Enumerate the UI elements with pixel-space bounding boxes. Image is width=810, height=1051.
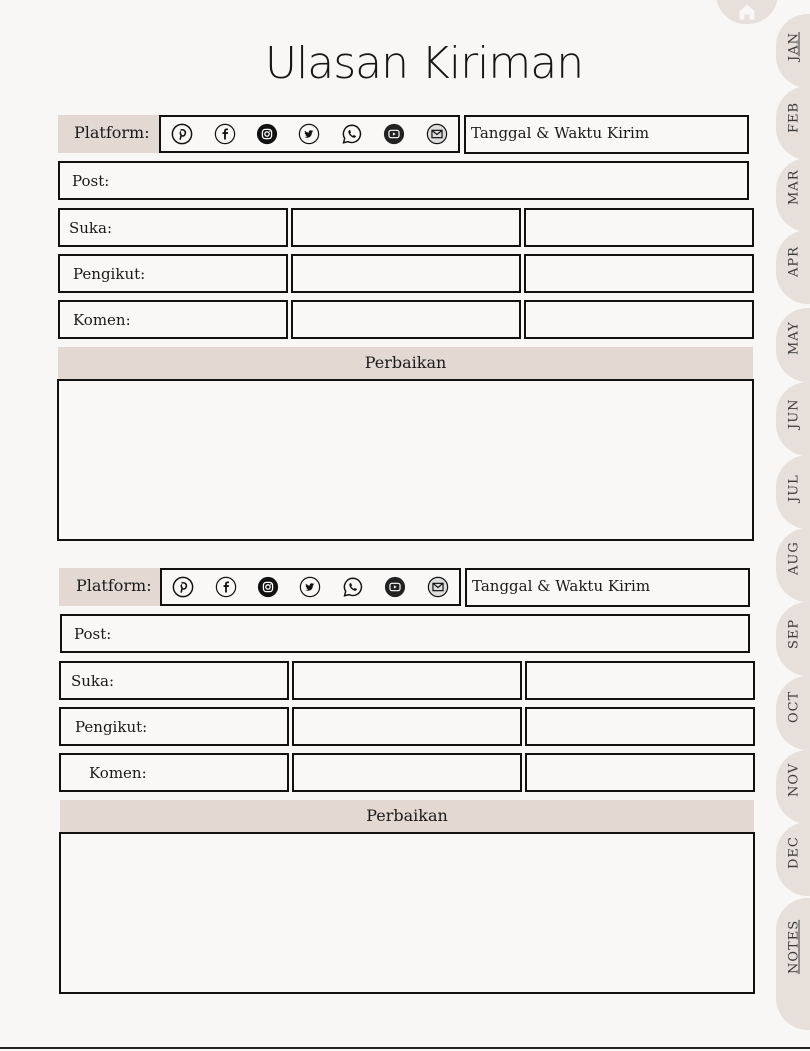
post-label: Post:	[74, 624, 112, 643]
page-bottom-rule	[0, 1047, 810, 1049]
page-title: Ulasan Kiriman	[264, 38, 584, 89]
tab-label: MAY	[786, 321, 802, 355]
komen-cell-2[interactable]	[292, 753, 522, 792]
email-icon[interactable]	[427, 576, 449, 598]
platform-label: Platform:	[76, 576, 152, 595]
pengikut-label: Pengikut:	[73, 264, 146, 283]
twitter-icon[interactable]	[298, 123, 320, 145]
komen-label: Komen:	[73, 310, 131, 329]
komen-cell-3[interactable]	[525, 753, 755, 792]
suka-cell-2[interactable]	[292, 661, 522, 700]
instagram-icon[interactable]	[256, 123, 278, 145]
perbaikan-area[interactable]	[57, 379, 754, 541]
pengikut-cell-3[interactable]	[525, 707, 755, 746]
month-tabs	[776, 0, 810, 1051]
pinterest-icon[interactable]	[172, 576, 194, 598]
tab-sep[interactable]	[776, 602, 810, 676]
suka-cell-3[interactable]	[524, 208, 754, 247]
tab-notes[interactable]	[776, 898, 810, 1030]
tab-dec[interactable]	[776, 822, 810, 896]
tab-label: FEB	[786, 101, 802, 133]
pengikut-cell-3[interactable]	[524, 254, 754, 293]
tab-label: SEP	[786, 618, 802, 649]
perbaikan-header: Perbaikan	[58, 347, 753, 379]
tab-label: JUL	[786, 474, 802, 502]
tab-jul[interactable]	[776, 455, 810, 529]
tab-apr[interactable]	[776, 230, 810, 304]
youtube-icon[interactable]	[384, 576, 406, 598]
komen-label: Komen:	[89, 763, 147, 782]
post-field[interactable]	[60, 614, 750, 653]
platform-icons	[159, 115, 460, 153]
pengikut-label: Pengikut:	[75, 717, 148, 736]
suka-field[interactable]	[58, 208, 288, 247]
youtube-icon[interactable]	[383, 123, 405, 145]
suka-label: Suka:	[69, 218, 113, 237]
datetime-label: Tanggal & Waktu Kirim	[472, 577, 651, 595]
platform-label-bg	[58, 115, 160, 153]
platform-label: Platform:	[74, 123, 150, 142]
tab-label: MAR	[786, 169, 802, 205]
tab-label: DEC	[786, 836, 802, 869]
perbaikan-area[interactable]	[59, 832, 755, 994]
datetime-label: Tanggal & Waktu Kirim	[471, 124, 650, 142]
tab-label: OCT	[786, 690, 802, 723]
post-field[interactable]	[58, 161, 749, 200]
pengikut-field[interactable]	[58, 254, 288, 293]
whatsapp-icon[interactable]	[341, 123, 363, 145]
home-button[interactable]	[716, 0, 778, 24]
datetime-field[interactable]	[465, 568, 750, 607]
tab-jan[interactable]	[776, 14, 810, 88]
instagram-icon[interactable]	[257, 576, 279, 598]
platform-label-bg	[59, 568, 161, 606]
email-icon[interactable]	[426, 123, 448, 145]
tab-may[interactable]	[776, 308, 810, 382]
facebook-icon[interactable]	[214, 123, 236, 145]
tab-nov[interactable]	[776, 750, 810, 824]
tab-label: JAN	[786, 32, 802, 61]
tab-label: NOTES	[786, 919, 802, 974]
suka-cell-2[interactable]	[291, 208, 521, 247]
platform-icons	[160, 568, 461, 606]
tab-feb[interactable]	[776, 86, 810, 160]
pengikut-cell-2[interactable]	[292, 707, 522, 746]
post-label: Post:	[72, 171, 110, 190]
tab-label: AUG	[786, 541, 802, 575]
pengikut-cell-2[interactable]	[291, 254, 521, 293]
tab-jun[interactable]	[776, 382, 810, 456]
suka-cell-3[interactable]	[525, 661, 755, 700]
tab-aug[interactable]	[776, 528, 810, 602]
perbaikan-header: Perbaikan	[60, 800, 754, 832]
home-icon	[736, 2, 758, 22]
komen-field[interactable]	[59, 753, 289, 792]
suka-field[interactable]	[59, 661, 289, 700]
tab-mar[interactable]	[776, 158, 810, 232]
tab-label: NOV	[786, 762, 802, 797]
pengikut-field[interactable]	[59, 707, 289, 746]
suka-label: Suka:	[71, 671, 115, 690]
whatsapp-icon[interactable]	[342, 576, 364, 598]
komen-cell-3[interactable]	[524, 300, 754, 339]
pinterest-icon[interactable]	[171, 123, 193, 145]
komen-field[interactable]	[58, 300, 288, 339]
komen-cell-2[interactable]	[291, 300, 521, 339]
twitter-icon[interactable]	[299, 576, 321, 598]
datetime-field[interactable]	[464, 115, 749, 154]
facebook-icon[interactable]	[215, 576, 237, 598]
tab-label: APR	[786, 246, 802, 277]
tab-label: JUN	[786, 398, 802, 429]
tab-oct[interactable]	[776, 676, 810, 750]
